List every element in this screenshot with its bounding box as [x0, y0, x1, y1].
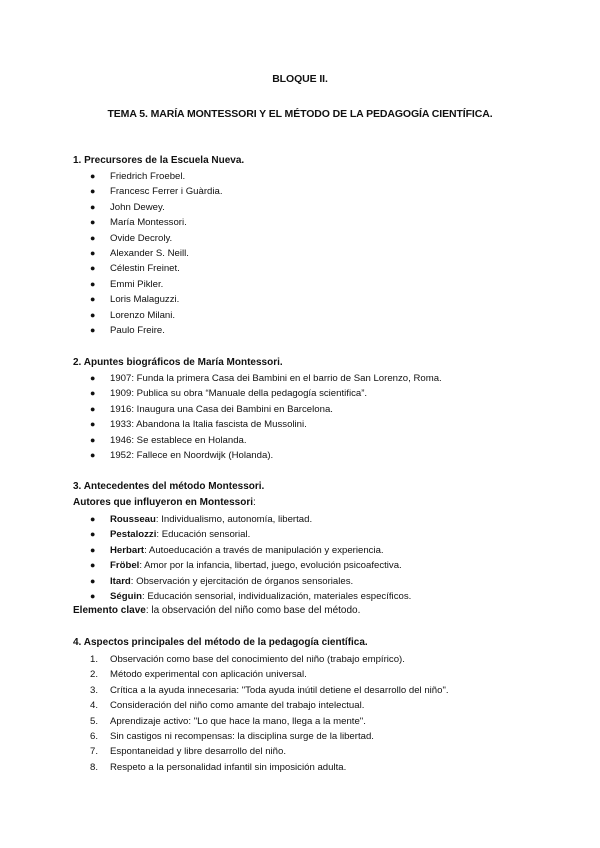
key-element-text: : la observación del niño como base del método.: [145, 605, 361, 616]
author-entry: [110, 589, 411, 604]
biografia-item-text: 1946: Se establece en Holanda.: [110, 434, 247, 446]
author-name: Herbart: [110, 544, 145, 556]
tema-title: TEMA 5. MARÍA MONTESSORI Y EL MÉTODO DE LA PEDAGOGÍA CIENTÍFICA.: [107, 108, 493, 120]
author-separator: :: [130, 575, 134, 587]
precursor-item-text: Emmi Pikler.: [110, 278, 164, 290]
author-name: Itard: [110, 575, 131, 587]
bullet-icon: ●: [90, 171, 96, 181]
aspecto-item-text: Sin castigos ni recompensas: la disciplina surge de la libertad.: [110, 730, 374, 742]
precursor-item-text: John Dewey.: [110, 201, 165, 213]
author-description: Educación sensorial.: [159, 529, 251, 541]
bullet-icon: ●: [90, 324, 96, 335]
author-name: Séguin: [110, 590, 142, 602]
bullet-icon: ●: [90, 186, 96, 197]
aspecto-item-text: Respeto a la personalidad infantil sin imposición adulta.: [110, 761, 347, 773]
author-name: Pestalozzi: [110, 529, 157, 541]
item-number: 7.: [90, 746, 99, 758]
bullet-icon: ●: [90, 373, 96, 383]
bullet-icon: ●: [90, 560, 96, 571]
key-element-label: Elemento clave: [73, 605, 146, 616]
section4-heading: 4. Aspectos principales del método de la pedagogía científica.: [73, 637, 368, 648]
aspecto-item-text: Espontaneidad y libre desarrollo del niño.: [110, 746, 286, 758]
bullet-icon: ●: [90, 217, 96, 228]
aspecto-item-text: Aprendizaje activo: "Lo que hace la mano, llega a la mente".: [110, 715, 366, 727]
author-entry: [110, 558, 402, 573]
item-number: 6.: [90, 730, 99, 742]
bullet-icon: ●: [90, 434, 96, 445]
precursor-item-text: Paulo Freire.: [110, 324, 165, 336]
bullet-icon: ●: [90, 263, 96, 274]
author-entry: [110, 512, 312, 527]
author-separator: :: [139, 560, 142, 572]
item-number: 5.: [90, 715, 99, 727]
bullet-icon: ●: [90, 575, 96, 586]
bullet-icon: ●: [90, 278, 96, 289]
bullet-icon: ●: [90, 449, 96, 460]
authors-colon: :: [253, 497, 256, 508]
author-description: Observación y ejercitación de órganos sensoriales.: [133, 575, 354, 587]
aspecto-item-text: Consideración del niño como amante del trabajo intelectual.: [110, 700, 365, 712]
author-entry: [110, 574, 353, 589]
key-element-line: [73, 605, 360, 616]
bloque-title: BLOQUE II.: [272, 73, 328, 85]
author-name: Rousseau: [110, 514, 156, 525]
precursor-item-text: Francesc Ferrer i Guàrdia.: [110, 186, 223, 198]
author-separator: :: [144, 544, 147, 556]
author-separator: :: [156, 529, 160, 541]
precursor-item-text: Lorenzo Milani.: [110, 309, 176, 321]
precursor-item-text: Friedrich Froebel.: [110, 171, 186, 182]
bullet-icon: ●: [90, 403, 96, 414]
author-separator: :: [141, 590, 145, 602]
precursor-item-text: Loris Malaguzzi.: [110, 294, 180, 306]
bullet-icon: ●: [90, 294, 96, 305]
bullet-icon: ●: [90, 419, 96, 430]
author-entry: [110, 527, 250, 542]
item-number: 8.: [90, 761, 99, 773]
bullet-icon: ●: [90, 232, 96, 243]
biografia-item-text: 1909: Publica su obra “Manuale della pedagogía scientifica”.: [110, 388, 368, 400]
section1-heading: 1. Precursores de la Escuela Nueva.: [73, 155, 245, 166]
authors-label: Autores que influyeron en Montessori: [73, 497, 254, 508]
author-separator: :: [155, 514, 159, 525]
biografia-item-text: 1933: Abandona la Italia fascista de Mussolini.: [110, 419, 307, 431]
aspecto-item-text: Método experimental con aplicación universal.: [110, 669, 307, 681]
bullet-icon: ●: [90, 309, 96, 320]
authors-label-line: [73, 497, 256, 508]
item-number: 3.: [90, 684, 99, 696]
author-description: Educación sensorial, individualización, materiales específicos.: [144, 590, 412, 602]
section2-heading: 2. Apuntes biográficos de María Montessori.: [73, 357, 283, 368]
aspecto-item-text: Crítica a la ayuda innecesaria: "Toda ayuda inútil detiene el desarrollo del niño".: [110, 684, 449, 696]
bullet-icon: ●: [90, 388, 96, 399]
bullet-icon: ●: [90, 247, 96, 258]
bullet-icon: ●: [90, 201, 96, 212]
precursor-item-text: María Montessori.: [110, 217, 187, 229]
author-description: Individualismo, autonomía, libertad.: [158, 514, 313, 525]
bullet-icon: ●: [90, 544, 96, 555]
biografia-item-text: 1907: Funda la primera Casa dei Bambini en el barrio de San Lorenzo, Roma.: [110, 373, 442, 384]
biografia-item-text: 1916: Inaugura una Casa dei Bambini en Barcelona.: [110, 403, 333, 415]
aspecto-item-text: Observación como base del conocimiento del niño (trabajo empírico).: [110, 654, 405, 665]
section3-heading: 3. Antecedentes del método Montessori.: [73, 481, 265, 492]
author-entry: [110, 543, 384, 558]
item-number: 1.: [90, 654, 99, 665]
precursor-item-text: Alexander S. Neill.: [110, 247, 189, 259]
precursor-item-text: Ovide Decroly.: [110, 232, 173, 244]
biografia-item-text: 1952: Fallece en Noordwijk (Holanda).: [110, 449, 274, 461]
bullet-icon: ●: [90, 590, 96, 601]
bullet-icon: ●: [90, 529, 96, 540]
author-description: Amor por la infancia, libertad, juego, evolución psicoafectiva.: [142, 560, 402, 572]
precursor-item-text: Célestin Freinet.: [110, 263, 180, 275]
author-description: Autoeducación a través de manipulación y experiencia.: [146, 544, 384, 556]
item-number: 2.: [90, 669, 99, 681]
author-name: Fröbel: [110, 560, 140, 572]
bullet-icon: ●: [90, 514, 96, 524]
item-number: 4.: [90, 700, 99, 712]
